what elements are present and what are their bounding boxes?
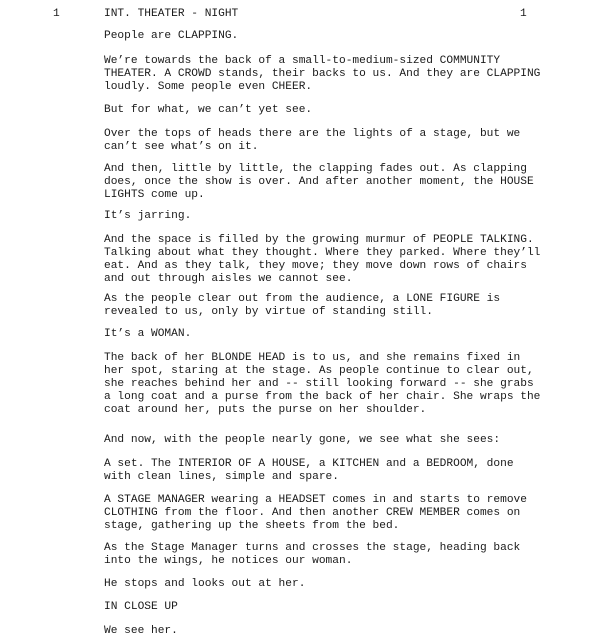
action-paragraph: As the people clear out from the audience, a LONE FIGURE is revealed to us, only by virtue of standing still. (104, 293, 501, 319)
action-paragraph: A set. The INTERIOR OF A HOUSE, a KITCHEN and a BEDROOM, done with clean lines, simple and spare. (104, 458, 514, 484)
action-paragraph: A STAGE MANAGER wearing a HEADSET comes in and starts to remove CLOTHING from the floor. And then another CREW MEMBER comes on stage, gathering up the sheets from the bed. (104, 494, 527, 533)
action-paragraph: As the Stage Manager turns and crosses the stage, heading back into the wings, he notices our woman. (104, 542, 521, 568)
action-paragraph: He stops and looks out at her. (104, 578, 306, 590)
scene-number-right: 1 (520, 8, 527, 20)
action-paragraph: And the space is filled by the growing murmur of PEOPLE TALKING. Talking about what they thought. Where they parked. Where they’ll eat. And as they talk, they move; they move down rows of chairs and out through aisles we cannot see. (104, 234, 541, 286)
scene-number-left: 1 (53, 8, 60, 20)
action-paragraph: It’s a WOMAN. (104, 328, 192, 340)
shot-direction: IN CLOSE UP (104, 601, 178, 613)
action-paragraph: And then, little by little, the clapping fades out. As clapping does, once the show is over. And after another moment, the HOUSE LIGHTS come up. (104, 163, 534, 202)
action-paragraph: And now, with the people nearly gone, we see what she sees: (104, 434, 501, 446)
action-paragraph: We’re towards the back of a small-to-medium-sized COMMUNITY THEATER. A CROWD stands, their backs to us. And they are CLAPPING loudly. Some people even CHEER. (104, 55, 541, 94)
action-paragraph: But for what, we can’t yet see. (104, 104, 313, 116)
action-paragraph: Over the tops of heads there are the lights of a stage, but we can’t see what’s on it. (104, 128, 521, 154)
action-paragraph: The back of her BLONDE HEAD is to us, and she remains fixed in her spot, staring at the stage. As people continue to clear out, she reaches behind her and -- still looking forward -- she grabs a long coat and a purse from the back of her chair. She wraps the coat around her, puts the purse on her shoulder. (104, 352, 541, 417)
action-paragraph: We see her. (104, 625, 178, 637)
action-paragraph: People are CLAPPING. (104, 30, 239, 42)
scene-heading: INT. THEATER - NIGHT (104, 8, 239, 20)
action-paragraph: It’s jarring. (104, 210, 192, 222)
